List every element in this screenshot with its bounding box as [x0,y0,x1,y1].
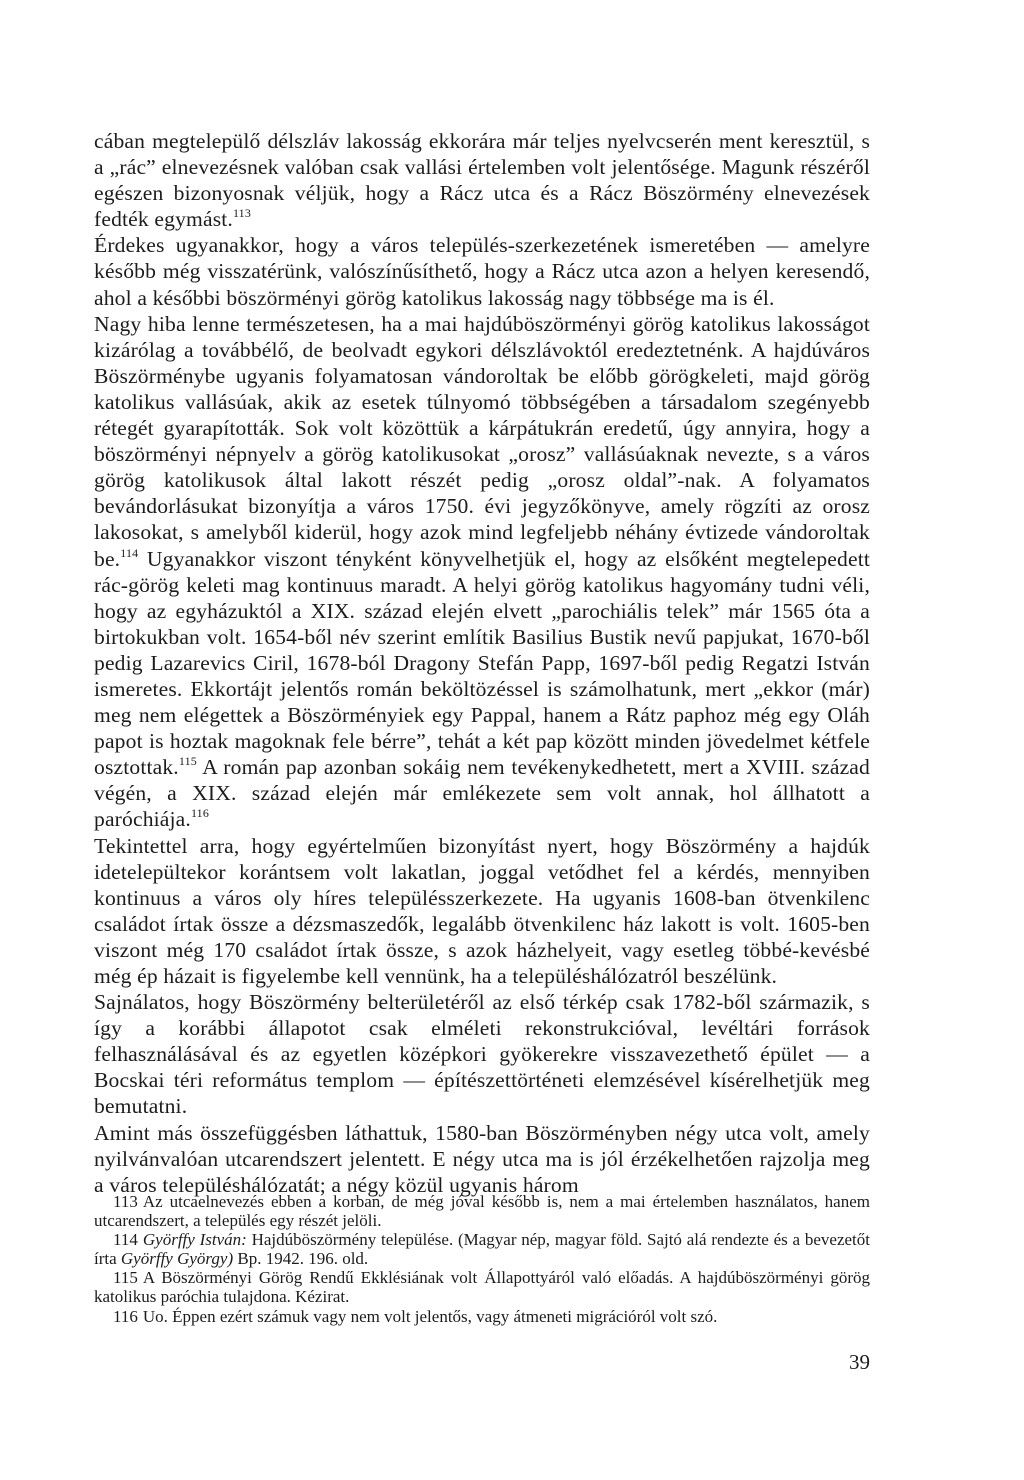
text-run: Amint más összefüggésben láthattuk, 1580-ban Böszörményben négy utca volt, amely nyilvánvalóan utcarendszert jelentett. E négy utca ma is jól érzékelhetően rajzolja meg a város településhálózatát; a négy közül ugyanis három [94,1120,870,1197]
italic-text: Györffy György) [120,1249,234,1269]
page-number: 39 [849,1350,870,1374]
footnote-number: 114 [113,1230,138,1250]
text-run: cában megtelepülő délszláv lakosság ekkorára már teljes nyelvcserén ment keresztül, s a „rác” elnevezésnek valóban csak vallási értelemben volt jelentősége. Magunk részéről egészen bizonyosnak véljük, hogy a Rácz utca és a Rácz Böszörmény elnevezések fedték egymást. [94,129,870,232]
text-run: Sajnálatos, hogy Böszörmény belterületéről az első térkép csak 1782-ből származik, s így a korábbi állapotot csak elméleti rekonstrukcióval, levéltári források felhasználásával és az egyetlen középkori gyökerekre visszavezethető épület — a Bocskai téri református templom — építészettörténeti elemzésével kísérelhetjük meg bemutatni. [94,990,870,1119]
footnote-113 [94,1192,870,1230]
footnote-reference[interactable]: 113 [232,206,251,221]
paragraph-p5 [94,989,870,1119]
paragraph-p6 [94,1120,870,1198]
text-run: Tekintettel arra, hogy egyértelműen bizonyítást nyert, hogy Böszörmény a hajdúk idetelepültekor korántsem volt lakatlan, joggal vetődhet fel a kérdés, mennyiben kontinuus a város oly híres településszerkezete. Ha ugyanis 1608-ban ötvenkilenc családot írtak össze a dézsmaszedők, legalább ötvenkilenc ház lakott is volt. 1605-ben viszont még 170 családot írtak össze, s azok házhelyeit, vagy esetleg többé-kevésbé még ép házait is figyelembe kell vennünk, ha a településhálózatról beszélünk. [94,833,870,988]
footnote-reference[interactable]: 114 [120,545,139,560]
text-run: A román pap azonban sokáig nem tevékenykedhetett, mert a XVIII. század végén, a XIX. század elején már emlékezete sem volt annak, hol állhatott a paróchiája. [94,755,870,832]
paragraph-p2 [94,232,870,310]
text-run: Bp. 1942. 196. old. [233,1249,369,1269]
body-text [94,128,870,1198]
footnote-114 [94,1230,870,1268]
page-body [94,128,870,1198]
italic-text: Györffy István: [142,1230,247,1250]
text-run: Uo. Éppen ezért számuk vagy nem volt jelentős, vagy átmeneti migrációról volt szó. [142,1306,718,1326]
text-run: Ugyanakkor viszont tényként könyvelhetjük el, hogy az elsőként megtelepedett rác-görög keleti mag kontinuus maradt. A helyi görög katolikus hagyomány tudni véli, hogy az egyházuktól a XIX. század elején elvett „parochiális telek” már 1565 óta a birtokukban volt. 1654-ből név szerint említik Basilius Bustik nevű papjukat, 1670-ből pedig Lazarevics Ciril, 1678-ból Dragony Stefán Papp, 1697-ből pedig Regatzi István ismeretes. Ekkortájt jelentős román beköltözéssel is számolhatunk, mert „ekkor (már) meg nem elégettek a Böszörményiek egy Pappal, hanem a Rátz paphoz még egy Oláh papot is hoztak magoknak fele bérre”, tehát a két pap között minden jövedelmet kétfele osztottak. [94,546,870,780]
footnote-number: 116 [113,1306,138,1326]
footnote-reference[interactable]: 116 [190,806,209,821]
footnote-number: 115 [113,1268,138,1288]
text-run: Hajdúböszörmény települése. (Magyar nép, magyar föld. Sajtó alá rendezte és a bevezetőt írta [94,1230,871,1269]
footnotes [94,1192,870,1326]
paragraph-p4 [94,833,870,990]
footnote-116 [94,1307,870,1326]
paragraph-p3 [94,311,870,833]
text-run: Az utcaelnevezés ebben a korban, de még jóval később is, nem a mai értelemben használatos, hanem utcarendszert, a település egy részét jelöli. [94,1192,870,1231]
paragraph-p1 [94,128,870,232]
text-run: Nagy hiba lenne természetesen, ha a mai hajdúböszörményi görög katolikus lakosságot kizárólag a továbbélő, de beolvadt egykori délszlávoktól eredeztetnénk. A hajdúváros Böszörménybe ugyanis folyamatosan vándoroltak be előbb görögkeleti, majd görög katolikus vallásúak, akik az esetek túlnyomó többségében a társadalom szegényebb rétegét gyarapították. Sok volt közöttük a kárpátukrán eredetű, úgy annyira, hogy a böszörményi népnyelv a görög katolikusokat „orosz” vallásúaknak nevezte, s a város görög katolikusok által lakott részét pedig „orosz oldal”-nak. A folyamatos bevándorlásukat bizonyítja a város 1750. évi jegyzőkönyve, amely rögzíti az orosz lakosokat, s amelyből kiderül, hogy azok mind legfeljebb néhány évtizede vándoroltak be. [94,311,870,571]
footnote-115 [94,1268,870,1306]
footnote-number: 113 [113,1192,138,1211]
text-run: Érdekes ugyanakkor, hogy a város település-szerkezetének ismeretében — amelyre később még visszatérünk, valószínűsíthető, hogy a Rácz utca azon a helyen keresendő, ahol a későbbi böszörményi görög katolikus lakosság nagy többsége ma is él. [94,233,870,310]
text-run: A Böszörményi Görög Rendű Ekklésiának volt Állapottyáról való előadás. A hajdúböszörményi görög katolikus paróchia tulajdona. Kézirat. [94,1268,870,1307]
footnote-reference[interactable]: 115 [178,754,197,769]
